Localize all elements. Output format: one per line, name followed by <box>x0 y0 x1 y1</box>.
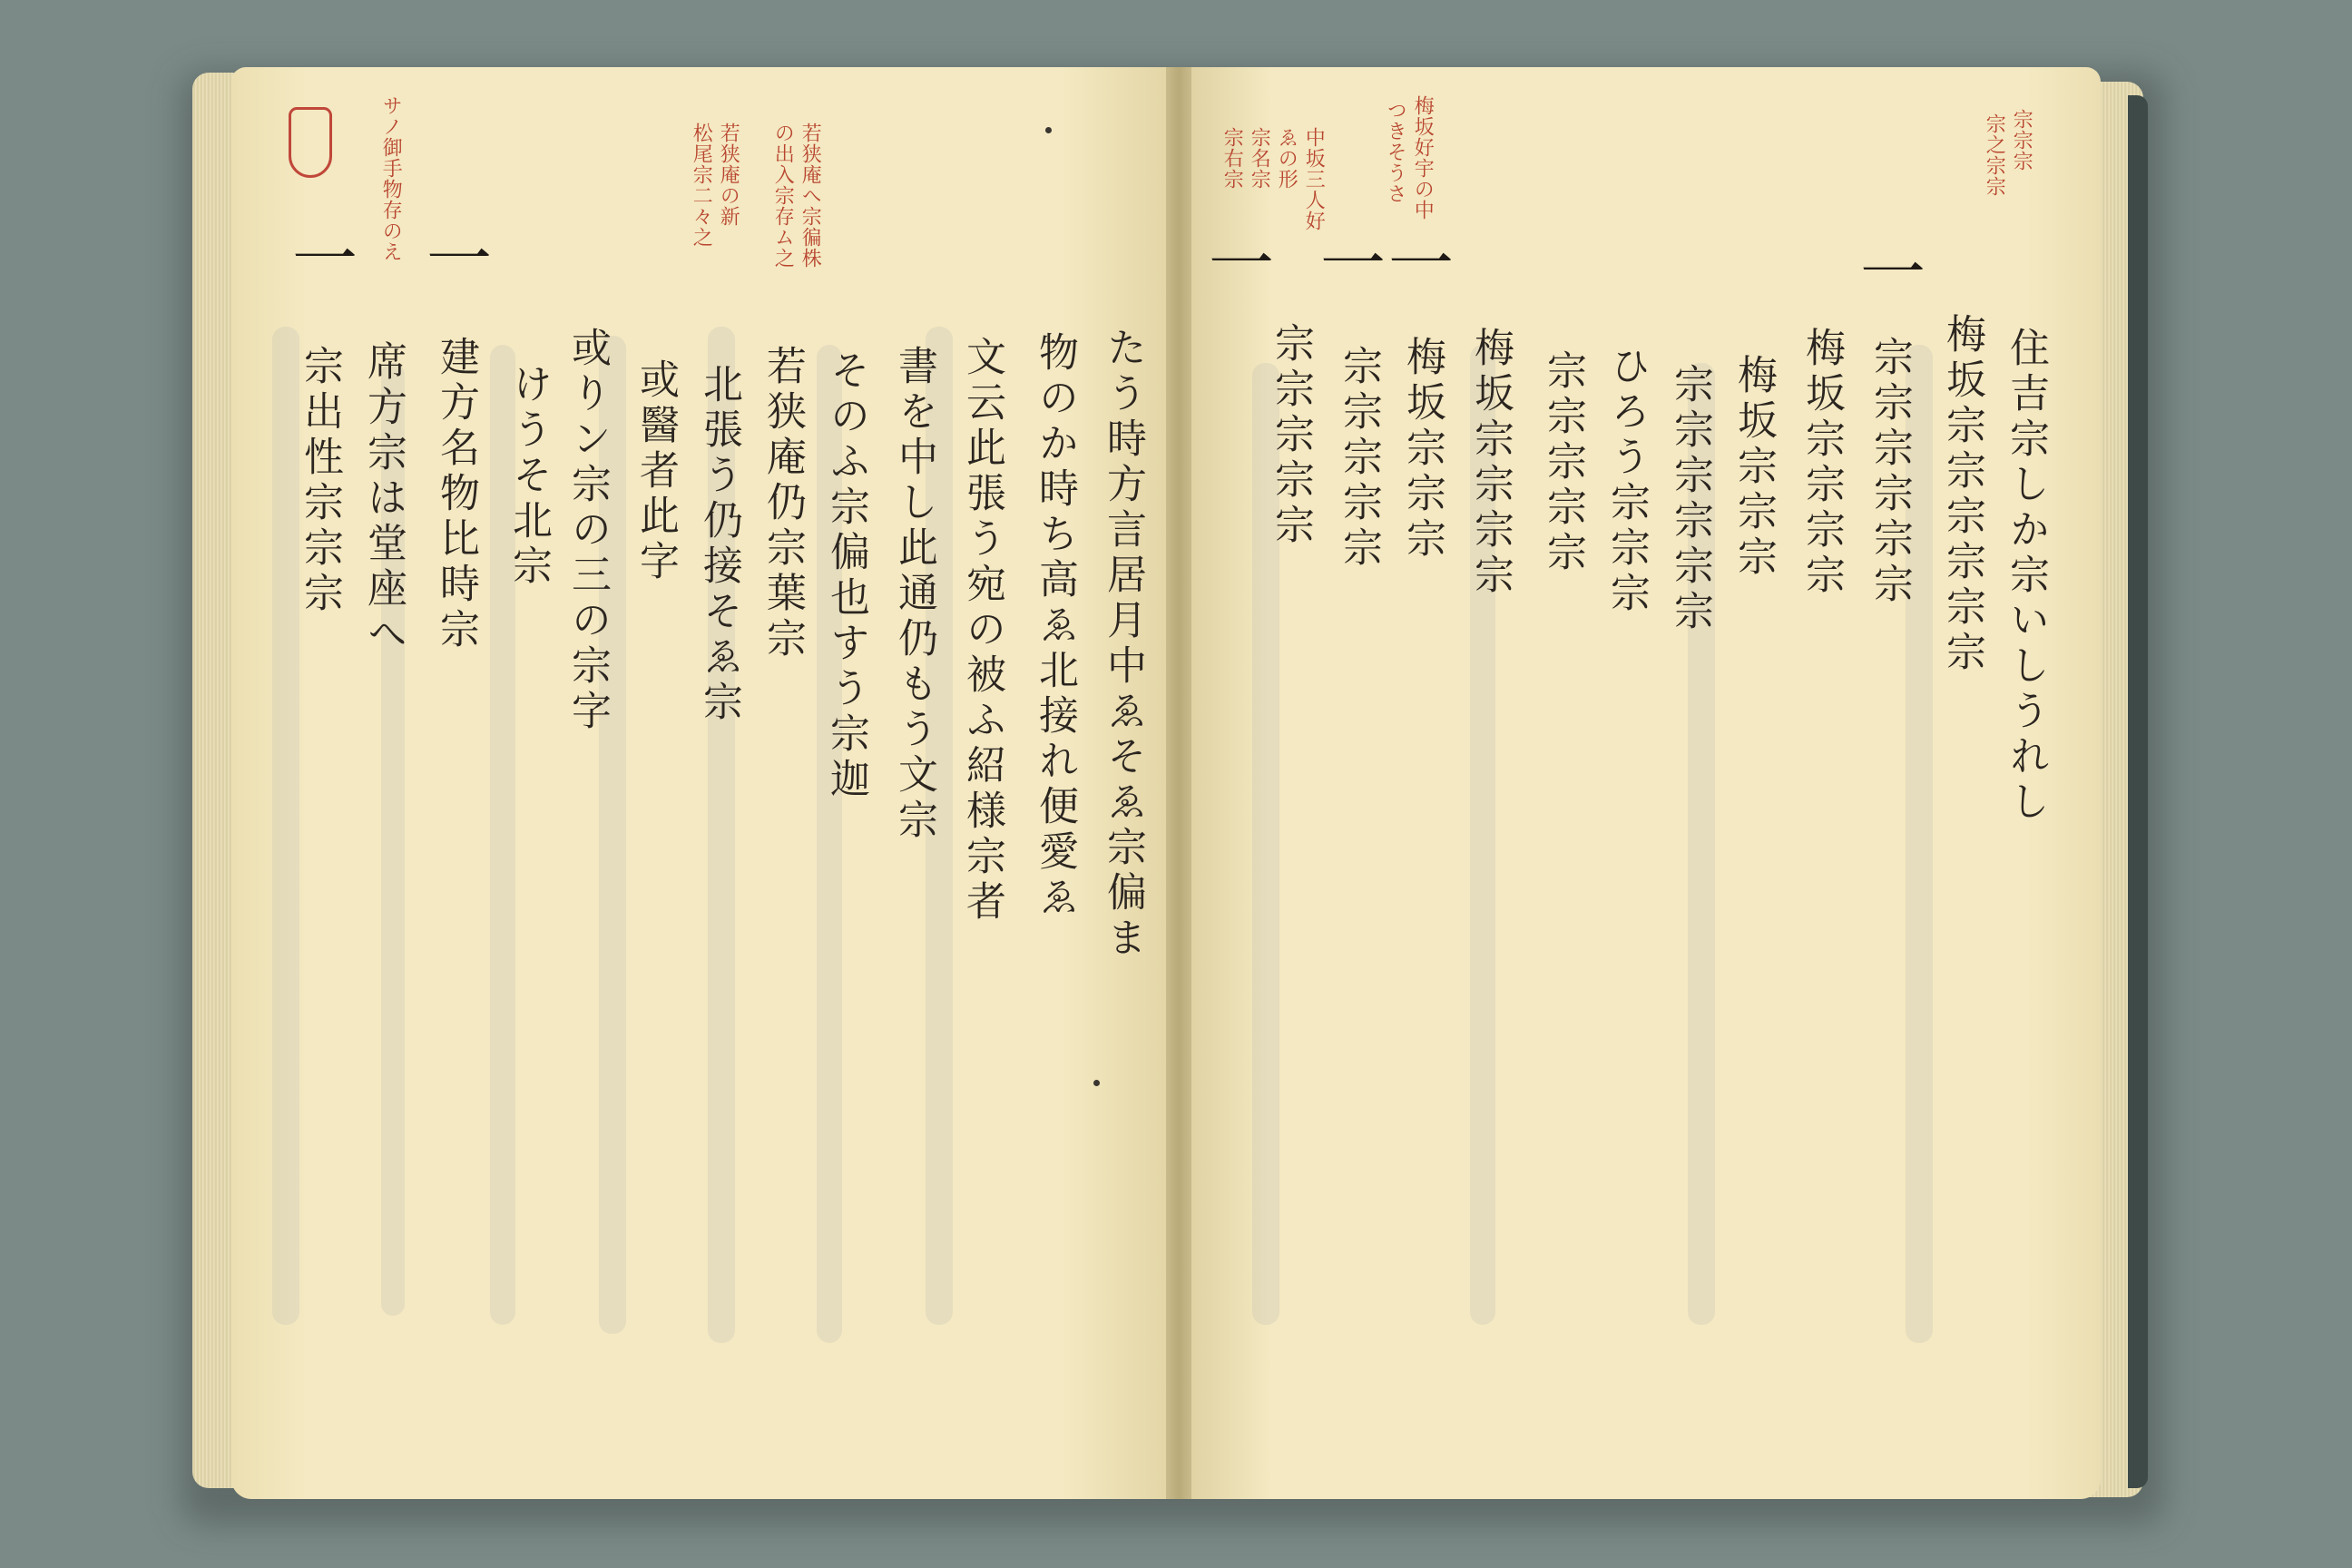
red-seal-stamp <box>289 107 332 178</box>
text-column: 宗宗宗宗宗宗 <box>1667 363 1713 635</box>
back-cover-edge <box>2128 95 2148 1488</box>
item-mark: 一 <box>292 221 358 298</box>
red-annotation: ゑの形 <box>1275 127 1298 190</box>
text-column: 梅坂宗宗宗宗 <box>1798 327 1845 599</box>
ink-dot <box>1045 127 1052 133</box>
ink-dot <box>1093 1080 1100 1086</box>
item-mark: 一 <box>1320 226 1387 302</box>
text-column: たう時方言居月中ゑそゑ宗偏ま <box>1100 327 1146 962</box>
red-annotation: 若狭庵の新 <box>717 122 740 227</box>
text-column: 梅坂宗宗宗宗宗宗 <box>1939 313 1985 676</box>
red-annotation: 宗之宗宗 <box>1983 113 2006 197</box>
item-mark: 一 <box>1860 235 1926 311</box>
text-column: 宗宗宗宗宗 <box>1336 345 1382 572</box>
text-column: 書を中し此通仍もう文宗 <box>891 345 937 844</box>
item-mark: 一 <box>1388 226 1455 302</box>
item-mark: 一 <box>426 221 493 298</box>
red-annotation: の出入宗存ム之 <box>771 122 795 269</box>
text-column: ひろう宗宗宗 <box>1603 345 1650 617</box>
text-column: そのふ宗偏也すう宗迦 <box>823 349 869 803</box>
text-column: 物のか時ち高ゑ北接れ便愛ゑ <box>1032 331 1078 921</box>
red-annotation: 若狭庵へ宗徧株 <box>799 122 822 269</box>
text-column: 北張う仍接そゑ宗 <box>696 363 742 726</box>
red-annotation: 宗名宗 <box>1248 127 1271 190</box>
bleed-through <box>272 327 299 1325</box>
text-column: 宗宗宗宗宗 <box>1540 349 1586 576</box>
text-column: 梅坂宗宗宗宗 <box>1467 327 1514 599</box>
text-column: 或醫者此字 <box>632 358 679 585</box>
red-annotation: 梅坂好宇の中 <box>1411 95 1435 220</box>
book-gutter <box>1166 67 1191 1499</box>
text-column: 梅坂宗宗宗 <box>1730 354 1777 581</box>
text-column: 宗宗宗宗宗宗 <box>1867 336 1913 608</box>
text-column: 宗出性宗宗宗 <box>297 345 343 617</box>
text-column: 席方宗は堂座へ <box>360 340 407 658</box>
text-column: 若狭庵仍宗葉宗 <box>760 345 806 662</box>
text-column: 宗宗宗宗宗 <box>1268 322 1314 549</box>
text-column: 梅坂宗宗宗 <box>1399 336 1446 563</box>
red-annotation: サノ御手物存のえ <box>379 95 403 262</box>
text-column: けうそ北宗 <box>505 363 552 590</box>
red-annotation: 松尾宗二々之 <box>690 122 713 248</box>
text-column: 住吉宗しか宗いしうれし <box>2003 327 2049 826</box>
red-annotation: 宗右宗 <box>1220 127 1244 190</box>
red-annotation: 宗宗宗 <box>2010 109 2034 172</box>
right-page <box>1180 67 2101 1499</box>
red-annotation: つきそうさ <box>1384 100 1407 204</box>
text-column: 文云此張う宛の被ふ紹様宗者 <box>959 336 1005 926</box>
item-mark: 一 <box>1209 226 1275 302</box>
text-column: 或りン宗の三の宗字 <box>564 327 611 735</box>
red-annotation: 中坂三人好 <box>1302 127 1326 231</box>
text-column: 建方名物比時宗 <box>433 336 479 653</box>
